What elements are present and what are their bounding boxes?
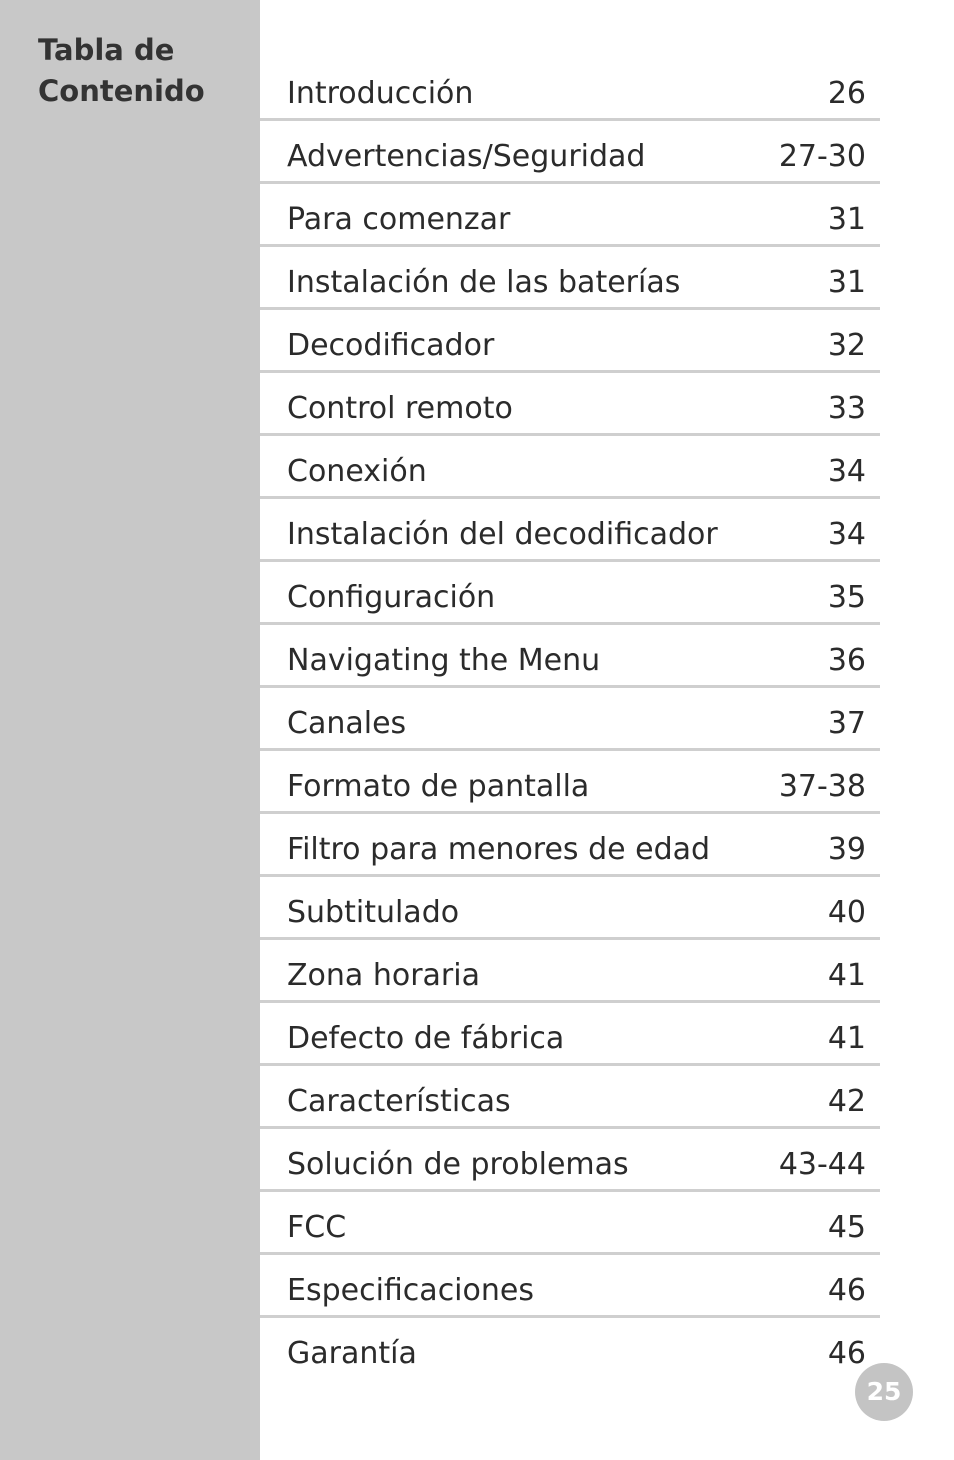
toc-item-label: Formato de pantalla — [287, 769, 590, 804]
toc-item-page: 41 — [827, 1021, 866, 1056]
toc-item-page: 46 — [827, 1336, 866, 1371]
toc-item-label: Advertencias/Seguridad — [287, 139, 646, 174]
page-number-badge: 25 — [855, 1363, 913, 1421]
toc-item-page: 32 — [827, 328, 866, 363]
toc-item-label: Instalación de las baterías — [287, 265, 681, 300]
toc-item-conexion[interactable] — [260, 436, 880, 499]
toc-item-page: 33 — [827, 391, 866, 426]
toc-item-page: 26 — [827, 76, 866, 111]
toc-item-page: 31 — [827, 265, 866, 300]
toc-item-page: 34 — [827, 517, 866, 552]
toc-item-label: Conexión — [287, 454, 427, 489]
toc-item-label: Defecto de fábrica — [287, 1021, 565, 1056]
toc-item-label: Configuración — [287, 580, 496, 615]
toc-item-formato-pantalla[interactable] — [260, 751, 880, 814]
toc-item-canales[interactable] — [260, 688, 880, 751]
toc-item-page: 39 — [827, 832, 866, 867]
toc-item-label: Características — [287, 1084, 511, 1119]
toc-item-page: 43-44 — [778, 1147, 866, 1182]
toc-item-defecto-fabrica[interactable] — [260, 1003, 880, 1066]
toc-item-page: 34 — [827, 454, 866, 489]
toc-item-page: 35 — [827, 580, 866, 615]
sidebar — [0, 0, 260, 1460]
toc-item-solucion-problemas[interactable] — [260, 1129, 880, 1192]
toc-item-fcc[interactable] — [260, 1192, 880, 1255]
toc-item-instalacion-baterias[interactable] — [260, 247, 880, 310]
toc-item-page: 46 — [827, 1273, 866, 1308]
toc-item-configuracion[interactable] — [260, 562, 880, 625]
toc-item-label: Garantía — [287, 1336, 417, 1371]
toc-item-label: Navigating the Menu — [287, 643, 601, 678]
toc-item-introduccion[interactable] — [260, 58, 880, 121]
toc-item-caracteristicas[interactable] — [260, 1066, 880, 1129]
toc-item-page: 40 — [827, 895, 866, 930]
toc-item-label: Filtro para menores de edad — [287, 832, 711, 867]
toc-item-label: Introducción — [287, 76, 474, 111]
toc-item-page: 37-38 — [778, 769, 866, 804]
toc-item-label: Instalación del decodificador — [287, 517, 718, 552]
page-title-line-2: Contenido — [38, 74, 205, 108]
toc-item-page: 37 — [827, 706, 866, 741]
toc-item-label: Zona horaria — [287, 958, 480, 993]
toc-item-subtitulado[interactable] — [260, 877, 880, 940]
toc-item-para-comenzar[interactable] — [260, 184, 880, 247]
page-title — [38, 30, 205, 112]
toc-item-page: 42 — [827, 1084, 866, 1119]
toc-item-advertencias[interactable] — [260, 121, 880, 184]
toc-item-decodificador[interactable] — [260, 310, 880, 373]
toc-item-label: Especificaciones — [287, 1273, 534, 1308]
toc-item-garantia[interactable] — [260, 1318, 880, 1378]
toc-item-page: 41 — [827, 958, 866, 993]
toc-item-label: Canales — [287, 706, 407, 741]
toc-item-zona-horaria[interactable] — [260, 940, 880, 1003]
toc-item-label: Control remoto — [287, 391, 513, 426]
toc-item-label: Solución de problemas — [287, 1147, 629, 1182]
toc-item-control-remoto[interactable] — [260, 373, 880, 436]
toc-item-page: 31 — [827, 202, 866, 237]
toc-item-especificaciones[interactable] — [260, 1255, 880, 1318]
table-of-contents — [260, 58, 880, 1378]
toc-item-page: 27-30 — [778, 139, 866, 174]
toc-item-label: Decodificador — [287, 328, 495, 363]
page-title-line-1: Tabla de — [38, 33, 175, 67]
toc-item-filtro-menores[interactable] — [260, 814, 880, 877]
toc-item-instalacion-decodificador[interactable] — [260, 499, 880, 562]
toc-item-page: 45 — [827, 1210, 866, 1245]
toc-item-navigating-menu[interactable] — [260, 625, 880, 688]
toc-item-page: 36 — [827, 643, 866, 678]
toc-item-label: FCC — [287, 1210, 347, 1245]
toc-item-label: Subtitulado — [287, 895, 460, 930]
toc-item-label: Para comenzar — [287, 202, 511, 237]
